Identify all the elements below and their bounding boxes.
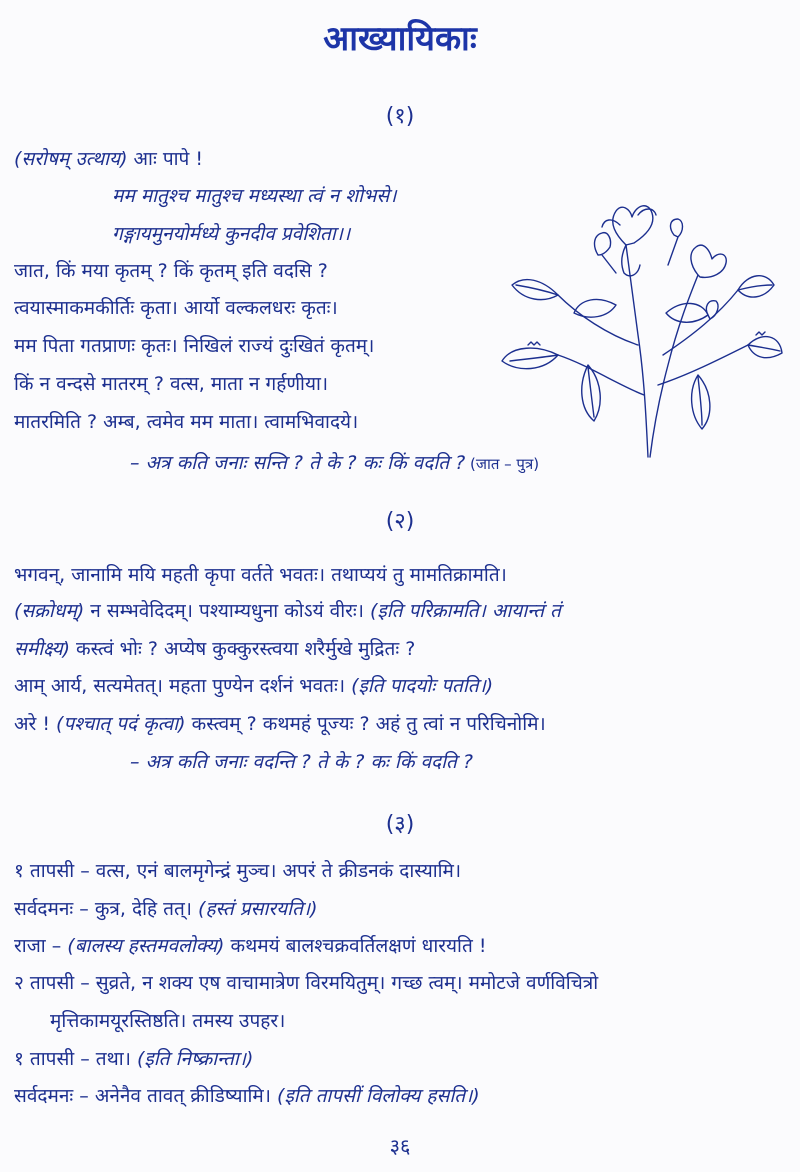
stage-direction: (सक्रोधम्) bbox=[14, 600, 85, 622]
line-text: राजा – bbox=[14, 935, 68, 957]
question-line bbox=[130, 450, 539, 477]
page-number: ३६ bbox=[389, 1134, 411, 1158]
text-line bbox=[14, 333, 374, 359]
dialogue-line bbox=[14, 933, 486, 959]
section-number-3: (३) bbox=[385, 812, 415, 837]
page-title: आख्यायिकाः bbox=[323, 19, 477, 59]
line-text: मातरमिति ? अम्ब, त्वमेव मम माता। त्वामभिवादये। bbox=[14, 411, 359, 433]
line-text: किं न वन्दसे मातरम् ? वत्स, माता न गर्हणीया। bbox=[14, 373, 329, 395]
stage-direction: (इति पादयोः पतति।) bbox=[351, 675, 494, 697]
stage-direction: (इति परिक्रामति। आयान्तं तं bbox=[370, 600, 561, 622]
dialogue-line bbox=[14, 1046, 253, 1072]
line-text: कथमयं बालश्चक्रवर्तिलक्षणं धारयति ! bbox=[224, 935, 487, 957]
section-number-2: (२) bbox=[385, 509, 415, 534]
line-text: अरे ! bbox=[14, 713, 56, 735]
text-line bbox=[14, 598, 561, 624]
line-text: त्वयास्माकमकीर्तिः कृता। आर्यो वल्कलधरः कृतः। bbox=[14, 297, 338, 319]
line-text: कस्त्वम् ? कथमहं पूज्यः ? अहं तु त्वां न परिचिनोमि। bbox=[185, 713, 546, 735]
line-text: कस्त्वं भोः ? अप्येष कुक्कुरस्त्वया शरैर्मुखे मुद्रितः ? bbox=[70, 638, 416, 660]
stage-direction: (बालस्य हस्तमवलोक्य) bbox=[67, 935, 225, 957]
dialogue-line bbox=[14, 896, 318, 922]
line-text: मृत्तिकामयूरस्तिष्ठति। तमस्य उपहर। bbox=[50, 1010, 286, 1032]
section-number-1: (१) bbox=[385, 104, 415, 129]
verse-line bbox=[112, 221, 350, 247]
stage-direction: (इति तापसीं विलोक्य हसति।) bbox=[277, 1085, 480, 1107]
text-line bbox=[14, 146, 203, 172]
stage-direction: समीक्ष्य) bbox=[14, 638, 71, 660]
line-text: भगवन्, जानामि मयि महती कृपा वर्तते भवतः। तथाप्ययं तु मामतिक्रामति। bbox=[14, 564, 507, 586]
text-line bbox=[14, 636, 415, 662]
stage-direction: – अत्र कति जनाः वदन्ति ? ते के ? कः किं वदति ? bbox=[130, 751, 474, 773]
stage-direction: – अत्र कति जनाः सन्ति ? ते के ? कः किं वदति ? bbox=[130, 452, 466, 474]
dialogue-line bbox=[50, 1008, 285, 1034]
line-text: जात, किं मया कृतम् ? किं कृतम् इति वदसि ? bbox=[14, 260, 328, 282]
stage-direction: गङ्गायमुनयोर्मध्ये कुनदीव प्रवेशिता।। bbox=[112, 223, 351, 245]
dialogue-line bbox=[14, 970, 598, 996]
stage-direction: (इति निष्क्रान्ता।) bbox=[136, 1048, 254, 1070]
line-text: मम पिता गतप्राणः कृतः। निखिलं राज्यं दुःखितं कृतम्। bbox=[14, 335, 375, 357]
question-line bbox=[130, 749, 473, 775]
text-line bbox=[14, 711, 546, 737]
line-text: (जात – पुत्र) bbox=[465, 455, 540, 473]
verse-line bbox=[112, 183, 396, 209]
line-text: सर्वदमनः – अनेनैव तावत् क्रीडिष्यामि। bbox=[14, 1085, 278, 1107]
stage-direction: (हस्तं प्रसारयति।) bbox=[198, 898, 318, 920]
line-text: आम् आर्य, सत्यमेतत्। महता पुण्येन दर्शनं भवतः। bbox=[14, 675, 352, 697]
dialogue-line bbox=[14, 1083, 480, 1109]
text-line bbox=[14, 562, 507, 588]
line-text: सर्वदमनः – कुत्र, देहि तत्। bbox=[14, 898, 199, 920]
line-text: १ तापसी – वत्स, एनं बालमृगेन्द्रं मुञ्च। अपरं ते क्रीडनकं दास्यामि। bbox=[14, 860, 462, 882]
stage-direction: मम मातुश्च मातुश्च मध्यस्था त्वं न शोभसे। bbox=[112, 185, 397, 207]
flower-illustration bbox=[498, 195, 783, 465]
text-line bbox=[14, 409, 358, 435]
line-text: १ तापसी – तथा। bbox=[14, 1048, 137, 1070]
line-text: न सम्भवेदिदम्। पश्याम्यधुना कोऽयं वीरः। bbox=[84, 600, 370, 622]
text-line bbox=[14, 258, 328, 284]
text-line bbox=[14, 673, 493, 699]
stage-direction: (पश्चात् पदं कृत्वा) bbox=[55, 713, 186, 735]
dialogue-line bbox=[14, 858, 461, 884]
text-line bbox=[14, 371, 328, 397]
line-text: २ तापसी – सुव्रते, न शक्य एष वाचामात्रेण विरमयितुम्। गच्छ त्वम्। ममोटजे वर्णविचित्रो bbox=[14, 972, 599, 994]
line-text: आः पापे ! bbox=[127, 148, 203, 170]
text-line bbox=[14, 295, 338, 321]
stage-direction: (सरोषम् उत्थाय) bbox=[14, 148, 128, 170]
